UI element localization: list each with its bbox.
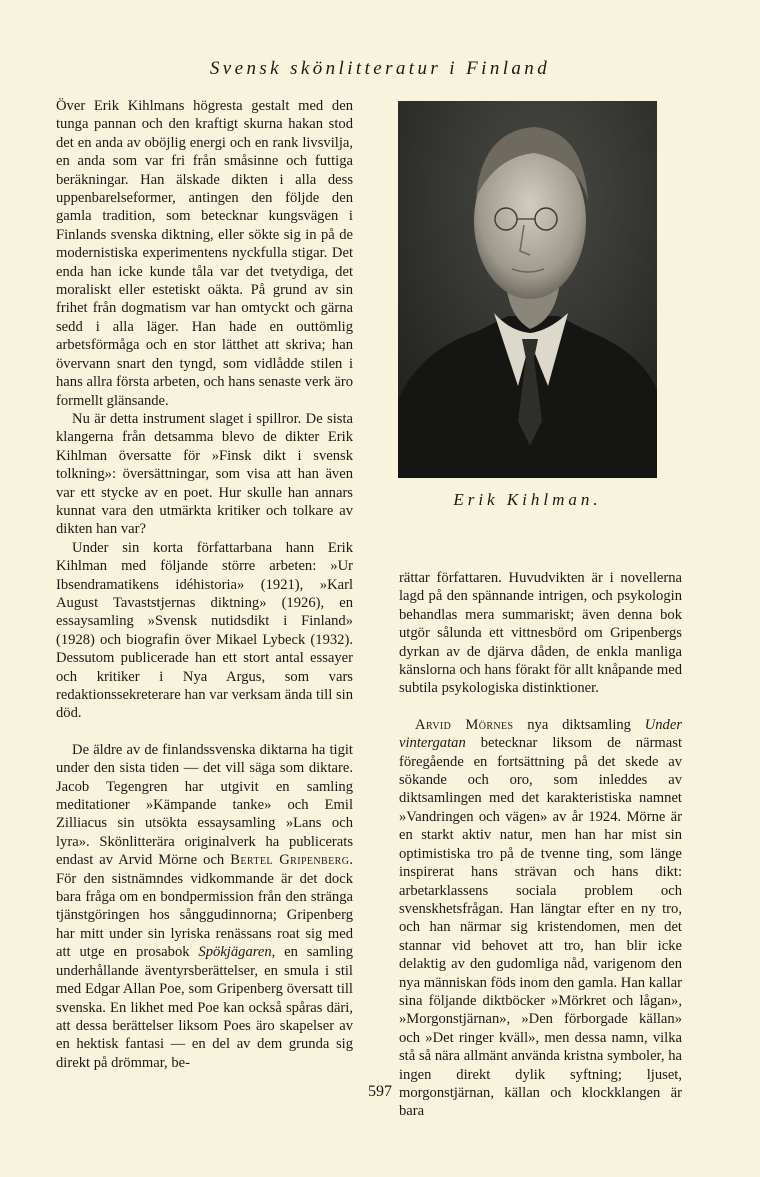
paragraph-text: , en samling underhållande äventyrsberättelser, en smula i stil med Edgar Allan Poe, som Gripenberg översatt till svenska. En likhet med Poe kan också spåras däri, att dessa berättelser liksom Poes äro skapelser av en hektisk fantasi — en del av dem grunda sig direkt på drömmar, be- bbox=[56, 944, 353, 1071]
paragraph: Under sin korta författarbana hann Erik Kihlman med följande större arbeten: »Ur Ibsendramatikens idéhistoria» (1921), »Karl August Tavaststjernas diktning» (1926), en essaysamling »Svensk nutidsdikt i Finland» (1928) och biografin över Mikael Lybeck (1932). Dessutom publicerade han ett stort antal essayer och kritiker i Nya Argus, som vars redaktionssekreterare han var verksam ända till sin död. bbox=[56, 539, 353, 722]
paragraph: rättar författaren. Huvudvikten är i novellerna lagd på den spännande intrigen, och psykologin behandlas mera summariskt; även denna bok utgör sålunda ett vittnesbörd om Gripenbergs dyrkan av de djärva dåden, de enkla manliga känslorna och hans förakt för allt knåpande med subtila psykologiska distinktioner. bbox=[399, 570, 682, 697]
page-number: 597 bbox=[368, 1083, 392, 1100]
author-name: Bertel Gripenberg bbox=[230, 852, 350, 869]
paragraph bbox=[56, 741, 353, 1072]
paragraph bbox=[399, 716, 682, 1121]
paragraph: Över Erik Kihlmans högresta gestalt med den tunga pannan och den kraftigt skurna hakan stod det en anda av oböjlig energi och en rank livsvilja, en anda som var fri från småsinne och futtiga beräkningar. Han älskade dikten i alla dess uppenbarelseformer, antingen den följde den gamla tradition, som betecknar kungsvägen i Finlands svenska diktning, eller sökte sig in på de modernistiska experimentens nyckfulla stigar. Det enda han icke kunde tåla var det tvetydiga, det moraliskt eller estetiskt oäkta. På grund av sin frihet från dogmatism var han omtyckt och gärna sedd i alla läger. Han hade en outtömlig arbetsförmåga och en stor lätthet att skriva; han övervann snart den tyngd, som vidlådde stilen i hans allra första arbeten, och hans senaste verk äro formellt glänsande. bbox=[56, 98, 353, 409]
running-head: Svensk skönlitteratur i Finland bbox=[209, 58, 551, 79]
left-text-column bbox=[56, 97, 353, 1072]
author-name: Arvid Mörnes bbox=[415, 716, 514, 733]
paragraph-text: betecknar liksom de närmast föregående en fortsättning på det skede av sökande och oro, som inleddes av diktsamlingen med det karakteristiska namnet »Vandringen och vägen» av år 1924. Mörne är en starkt aktiv natur, men han har mist sin optimistiska tro på de tvenne ting, som länge inspirerat hans strävan och hans dikt: arbetarklassens sociala problem och svenskhetsfrågan. Han längtar efter en ny tro, och han närmar sig kristendomen, men det stannar vid behovet att tro, han blir icke delaktig av den gudomliga nåd, varigenom den nya människan föds inom den gamla. Han kallar sina följande diktböcker »Mörkret och lågan», »Morgonstjärnan», »Den förborgade källan» och »Det ringer kväll», men dessa namn, vilka stå så nära allmänt använda kristna symboler, ha ingen direkt dylik syftning; ljuset, morgonstjärnan, källan och klockklangen är bara bbox=[399, 735, 682, 1120]
paragraph-text: nya diktsamling bbox=[513, 716, 645, 733]
paragraph-text: . För den sistnämndes vidkommande är det dock bara fråga om en bondpermission från den stränga tjänstgöringen hos sånggudinnorna; Gripenberg har mitt under sin lyriska renässans roat sig med att utge en prosabok bbox=[56, 852, 353, 961]
book-title: Spökjägaren bbox=[198, 944, 272, 961]
portrait-photo bbox=[398, 101, 657, 478]
right-text-column bbox=[399, 569, 682, 1121]
book-title: Under vintergatan bbox=[399, 716, 683, 752]
portrait-illustration bbox=[398, 101, 657, 478]
paragraph-text: De äldre av de finlandssvenska diktarna ha tigit under den sista tiden — det vill säga som diktare. Jacob Tegengren har utgivit en samling meditationer »Kämpande tanke» och Emil Zilliacus sin utsökta essaysamling »Lans och lyra». Skönlitterära originalverk ha publicerats endast av Arvid Mörne och bbox=[56, 741, 353, 869]
portrait-caption: Erik Kihlman. bbox=[453, 490, 602, 509]
paragraph: Nu är detta instrument slaget i spillror. De sista klangerna från detsamma blevo de dikter Erik Kihlman översatte för »Finsk dikt i svensk tolkning»: översättningar, som visa att han även var ett stycke av en poet. Hur skulle han annars kunnat vara den utmärkta kritiker och tolkare av dikten han var? bbox=[56, 410, 353, 538]
